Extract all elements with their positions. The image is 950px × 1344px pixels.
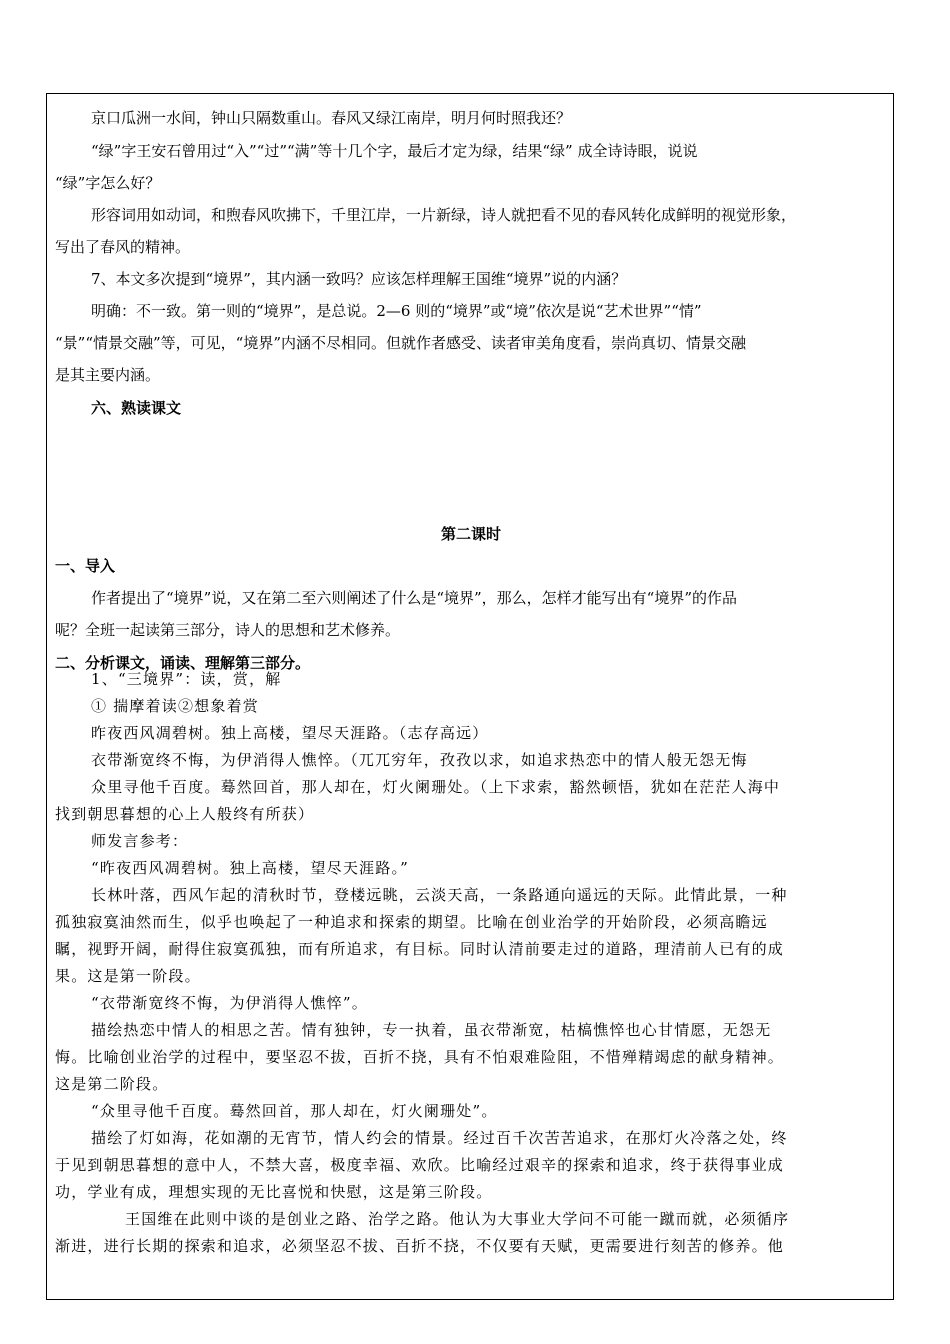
quote-line: “昨夜西风凋碧树。独上高楼，望尽天涯路。”: [91, 859, 410, 877]
paragraph-line: “绿”字王安石曾用过“入”“过”“满”等十几个字，最后才定为绿，结果“绿” 成全诗诗眼，说说: [91, 142, 698, 160]
paragraph-line: 瞩，视野开阔，耐得住寂寞孤独，而有所追求，有目标。同时认清前要走过的道路，理清前人已有的成: [55, 940, 785, 958]
paragraph-line: 渐进，进行长期的探索和追求，必须坚忍不拔、百折不挠，不仅要有天赋，更需要进行刻苦的修养。他: [55, 1237, 785, 1255]
paragraph-line: 写出了春风的精神。: [55, 238, 191, 256]
paragraph-line: 功，学业有成，理想实现的无比喜悦和快慰，这是第三阶段。: [55, 1183, 493, 1201]
paragraph-line: 京口瓜洲一水间，钟山只隔数重山。春风又绿江南岸，明月何时照我还？: [91, 109, 572, 127]
poem-line: 衣带渐宽终不悔，为伊消得人憔悴。（兀兀穷年，孜孜以求，如追求热恋中的情人般无怨无悔: [91, 751, 748, 769]
paragraph-line: 明确：不一致。第一则的“境界”，是总说。2—6 则的“境界”或“境”依次是说“艺术世界”“情”: [91, 302, 702, 320]
paragraph-line: 呢？全班一起读第三部分，诗人的思想和艺术修养。: [55, 621, 401, 639]
paragraph-line: “绿”字怎么好？: [55, 174, 161, 192]
document-frame: [46, 93, 894, 1300]
paragraph-line: 果。这是第一阶段。: [55, 967, 201, 985]
paragraph-line: 孤独寂寞油然而生，似乎也唤起了一种追求和探索的期望。比喻在创业治学的开始阶段，必须高瞻远: [55, 913, 768, 931]
paragraph-line: 王国维在此则中谈的是创业之路、治学之路。他认为大事业大学问不可能一蹴而就，必须循序: [125, 1210, 790, 1228]
paragraph-line: ① 揣摩着读②想象着赏: [91, 697, 259, 715]
section-heading: 六、熟读课文: [91, 399, 182, 417]
paragraph-line: 找到朝思暮想的心上人般终有所获）: [55, 805, 315, 823]
paragraph-line: 描绘热恋中情人的相思之苦。情有独钟，专一执着，虽衣带渐宽，枯槁憔悴也心甘情愿，无怨无: [91, 1021, 772, 1039]
quote-line: “衣带渐宽终不悔，为伊消得人憔悴”。: [91, 994, 368, 1012]
paragraph-line: 于见到朝思暮想的意中人，不禁大喜，极度幸福、欢欣。比喻经过艰辛的探索和追求，终于获得事业成: [55, 1156, 785, 1174]
paragraph-line: 形容词用如动词，和煦春风吹拂下，千里江岸，一片新绿，诗人就把看不见的春风转化成鲜明的视觉形象，: [91, 206, 797, 224]
paragraph-line: 师发言参考：: [91, 832, 189, 850]
quote-line: “众里寻他千百度。蓦然回首，那人却在，灯火阑珊处”。: [91, 1102, 498, 1120]
question-7: 7、本文多次提到“境界”，其内涵一致吗？应该怎样理解王国维“境界”说的内涵？: [91, 270, 627, 288]
paragraph-line: 这是第二阶段。: [55, 1075, 169, 1093]
lesson-title: 第二课时: [440, 525, 501, 543]
paragraph-line: 作者提出了“境界”说，又在第二至六则阐述了什么是“境界”，那么，怎样才能写出有“境界”的作品: [91, 589, 738, 607]
paragraph-line: 1、“三境界”：读，赏，解: [91, 670, 282, 688]
paragraph-line: 长林叶落，西风乍起的清秋时节，登楼远眺，云淡天高，一条路通向遥远的天际。此情此景，一种: [91, 886, 788, 904]
paragraph-line: “景”“情景交融”等，可见，“境界”内涵不尽相同。但就作者感受、读者审美角度看，崇尚真切、情景交融: [55, 334, 747, 352]
section-heading-intro: 一、导入: [55, 557, 116, 575]
paragraph-line: 是其主要内涵。: [55, 366, 161, 384]
paragraph-line: 描绘了灯如海，花如潮的无宵节，情人约会的情景。经过百千次苦苦追求，在那灯火冷落之处，终: [91, 1129, 788, 1147]
poem-line: 昨夜西风凋碧树。独上高楼，望尽天涯路。（志存高远）: [91, 724, 489, 742]
paragraph-line: 悔。比喻创业治学的过程中，要坚忍不拔，百折不挠，具有不怕艰难险阻，不惜殚精竭虑的献身精神。: [55, 1048, 785, 1066]
section-heading-analysis: 二、分析课文，诵读、理解第三部分。: [55, 654, 311, 672]
poem-line: 众里寻他千百度。蓦然回首，那人却在，灯火阑珊处。（上下求索，豁然顿悟，犹如在茫茫人海中: [91, 778, 781, 796]
